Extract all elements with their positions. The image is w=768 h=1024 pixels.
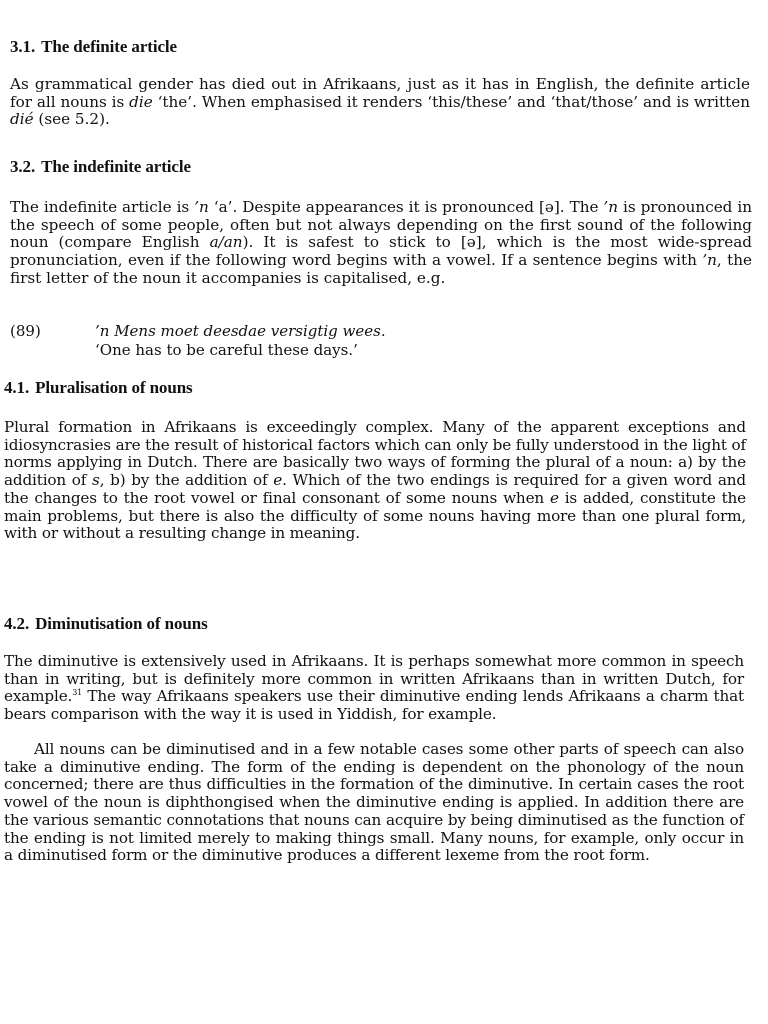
section-title: Diminutisation of nouns — [35, 614, 208, 633]
text-run: is pronounced in the speech of some people, often but not always depending on the first sound of the following noun (compare English — [10, 198, 752, 252]
section-heading-4-2 — [4, 614, 208, 634]
italic-term: a/an — [209, 233, 243, 252]
text-run: The way Afrikaans speakers use their diminutive ending lends Afrikaans a charm that bears comparison with the way it is used in Yiddish, for example. — [4, 687, 744, 724]
paragraph-definite-article — [10, 76, 750, 129]
paragraph-diminutive-detail: All nouns can be diminutised and in a few notable cases some other parts of speech can also take a diminutive ending. The form of the ending is dependent on the phonology of the noun concerned; there are thus difficulties in the formation of the diminutive. In certain cases the root vowel of the noun is diphthongised when the diminutive ending is applied. In addition there are the various semantic connotations that nouns can acquire by being diminutised as the function of the ending is not limited merely to making things small. Many nouns, for example, only occur in a diminutised form or the diminutive produces a different lexeme from the root form. — [4, 740, 744, 865]
example-source: ’n Mens moet deesdae versigtig wees. — [95, 322, 386, 340]
italic-term: die — [129, 92, 153, 111]
italic-term: e — [273, 471, 283, 490]
italic-term: ’n — [702, 251, 717, 270]
text-run: , b) by the addition of — [99, 471, 274, 490]
paragraph-indefinite-article — [10, 199, 752, 288]
paragraph-diminutive-intro — [4, 653, 744, 724]
italic-term: ’n — [194, 198, 209, 216]
text-run: Plural formation in Afrikaans is exceedingly complex. Many of the apparent exceptions and idiosyncrasies are the result of historical factors which can only be fully understood in the light of norms applying in Dutch. There are basically two ways of forming the plural of a noun: a) by the addition of — [4, 418, 746, 490]
example-gloss: ‘One has to be careful these days.’ — [95, 340, 358, 359]
footnote-marker: 31 — [72, 688, 83, 698]
text-run: ). It is safest to stick to [ə], which is the most wide-spread pronunciation, even if the following word begins with a vowel. If a sentence begins with — [10, 233, 752, 270]
italic-term: ’n — [603, 198, 619, 216]
section-heading-3-2 — [10, 157, 191, 177]
section-heading-3-1 — [10, 37, 177, 57]
text-run: , the first letter of the noun it accompanies is capitalised, e.g. — [10, 251, 752, 287]
text-run: The diminutive is extensively used in Afrikaans. It is perhaps somewhat more common in speech than in writing, but is definitely more common in written Afrikaans than in written Dutch, for example. — [4, 652, 744, 706]
section-title: Pluralisation of nouns — [35, 378, 193, 397]
text-run: ‘the’. When emphasised it renders ‘this/these’ and ‘that/those’ and is written — [152, 92, 750, 111]
section-number: 3.1. — [10, 37, 36, 56]
section-number: 4.2. — [4, 614, 30, 633]
section-number: 3.2. — [10, 157, 36, 176]
section-heading-4-1 — [4, 378, 193, 398]
text-run: ‘a’. Despite appearances it is pronounced [ə]. The — [208, 198, 604, 216]
italic-term: dié — [10, 110, 34, 129]
section-title: The definite article — [41, 37, 177, 56]
example-block — [95, 322, 386, 359]
text-run: As grammatical gender has died out in Afrikaans, just as it has in English, the definite article for all nouns is — [10, 75, 750, 111]
text-run: (see 5.2). — [33, 110, 110, 129]
text-run: is added, constitute the main problems, but there is also the difficulty of some nouns having more than one plural form, with or without a resulting change in meaning. — [4, 488, 746, 543]
text-run: The indefinite article is — [10, 198, 195, 216]
italic-term: s — [92, 471, 100, 490]
paragraph-pluralisation — [4, 419, 746, 543]
italic-term: e — [549, 488, 559, 507]
section-number: 4.1. — [4, 378, 30, 397]
section-title: The indefinite article — [41, 157, 191, 176]
text-run: . Which of the two endings is required for a given word and the changes to the root vowel or final consonant of some nouns when — [4, 471, 746, 507]
example-number: (89) — [10, 322, 41, 340]
